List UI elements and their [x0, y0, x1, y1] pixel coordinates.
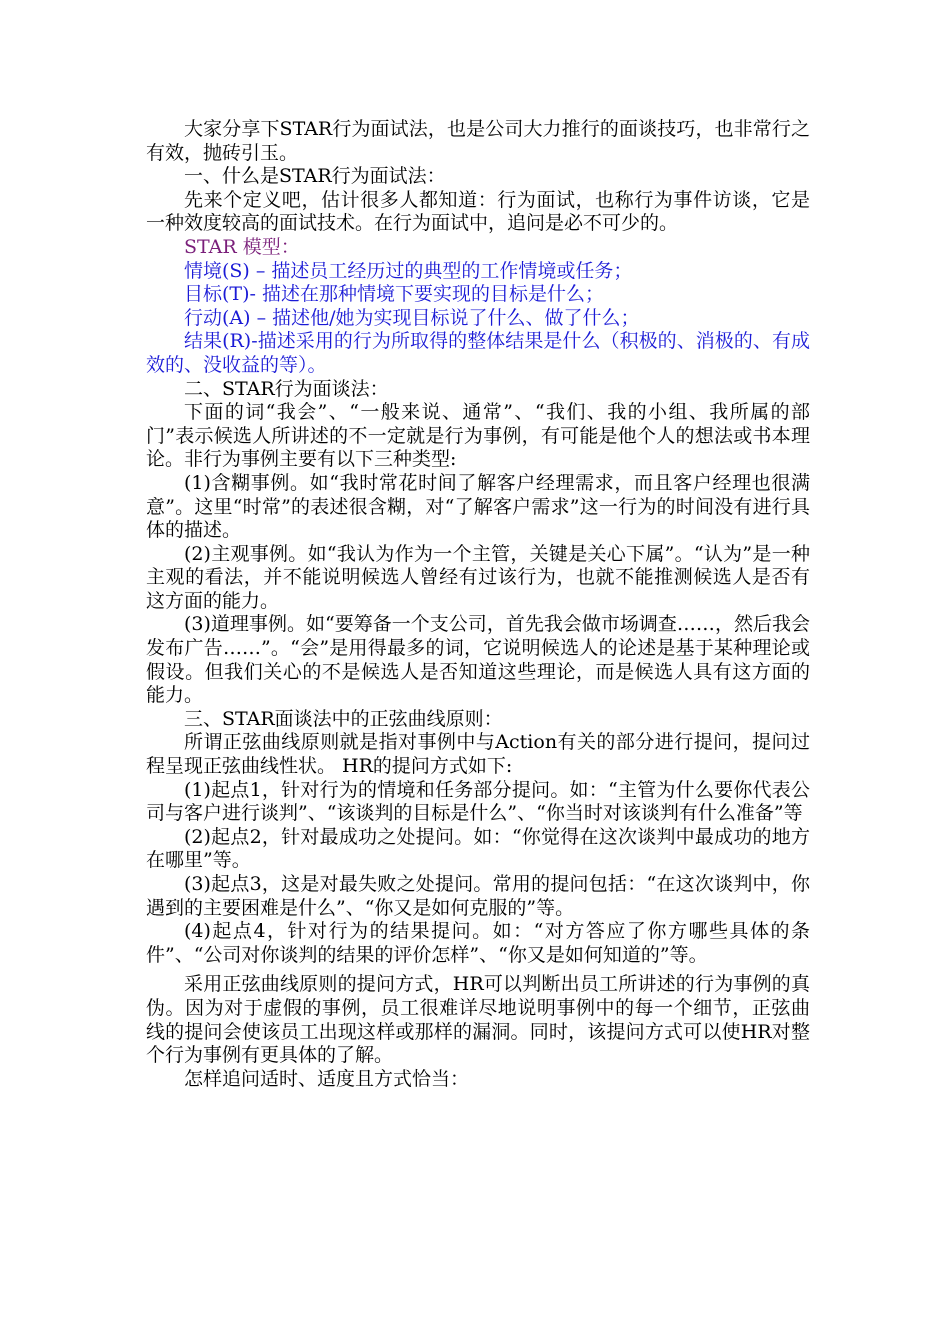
paragraph-point-2: (2)起点2，针对最成功之处提问。如：“你觉得在这次谈判中最成功的地方在哪里”等。: [146, 825, 810, 872]
paragraph-point-1: (1)起点1，针对行为的情境和任务部分提问。如：“主管为什么要你代表公司与客户进行谈判”、“该谈判的目标是什么”、“你当时对该谈判有什么准备”等: [146, 778, 810, 825]
star-action: 行动(A) – 描述他/她为实现目标说了什么、做了什么；: [184, 306, 640, 329]
heading-section-2: 二、STAR行为面谈法：: [184, 377, 389, 400]
star-situation: 情境(S) – 描述员工经历过的典型的工作情境或任务；: [184, 259, 633, 282]
star-task: 目标(T)- 描述在那种情境下要实现的目标是什么；: [184, 283, 604, 306]
paragraph-sine-principle: 所谓正弦曲线原则就是指对事例中与Action有关的部分进行提问，提问过程呈现正弦曲线性状。 HR的提问方式如下:: [146, 731, 810, 778]
star-model-title: STAR 模型：: [184, 235, 300, 258]
paragraph-intro: 大家分享下STAR行为面试法，也是公司大力推行的面谈技巧，也非常行之有效，抛砖引玉。: [146, 118, 810, 164]
heading-section-3: 三、STAR面谈法中的正弦曲线原则：: [184, 707, 503, 730]
paragraph-definition: 先来个定义吧，估计很多人都知道：行为面试，也称行为事件访谈，它是一种效度较高的面试技术。在行为面试中，追问是必不可少的。: [146, 188, 810, 235]
star-result: 结果(R)-描述采用的行为所取得的整体结果是什么（积极的、消极的、有成效的、没收益的等）。: [146, 330, 810, 376]
paragraph-sine-benefit: 采用正弦曲线原则的提问方式，HR可以判断出员工所讲述的行为事例的真伪。因为对于虚假的事例，员工很难详尽地说明事例中的每一个细节，正弦曲线的提问会使该员工出现这样或那样的漏洞。同时，该提问方式可以使HR对整个行为事例有更具体的了解。: [146, 973, 810, 1067]
document-body: [146, 118, 810, 1091]
paragraph-vague-example: (1)含糊事例。如“我时常花时间了解客户经理需求，而且客户经理也很满意”。这里“时常”的表述很含糊，对“了解客户需求”这一行为的时间没有进行具体的描述。: [146, 471, 810, 542]
paragraph-non-behavior: 下面的词“我会”、“一般来说、通常”、“我们、我的小组、我所属的部门”表示候选人所讲述的不一定就是行为事例，有可能是他个人的想法或书本理论。非行为事例主要有以下三种类型:: [146, 401, 810, 471]
paragraph-point-3: (3)起点3，这是对最失败之处提问。常用的提问包括：“在这次谈判中，你遇到的主要困难是什么”、“你又是如何克服的”等。: [146, 873, 810, 919]
heading-follow-up: 怎样追问适时、适度且方式恰当：: [184, 1067, 470, 1090]
paragraph-point-4: (4)起点4，针对行为的结果提问。如：“对方答应了你方哪些具体的条件”、“公司对你谈判的结果的评价怎样”、“你又是如何知道的”等。: [146, 920, 810, 966]
paragraph-theory-example: (3)道理事例。如“要筹备一个支公司，首先我会做市场调查……，然后我会发布广告……”。“会”是用得最多的词，它说明候选人的论述是基于某种理论或假设。但我们关心的不是候选人是否知道这些理论，而是候选人具有这方面的能力。: [146, 613, 810, 707]
heading-section-1: 一、什么是STAR行为面试法：: [184, 165, 446, 188]
paragraph-subjective-example: (2)主观事例。如“我认为作为一个主管，关键是关心下属”。“认为”是一种主观的看法，并不能说明候选人曾经有过该行为，也就不能推测候选人是否有这方面的能力。: [146, 542, 810, 612]
